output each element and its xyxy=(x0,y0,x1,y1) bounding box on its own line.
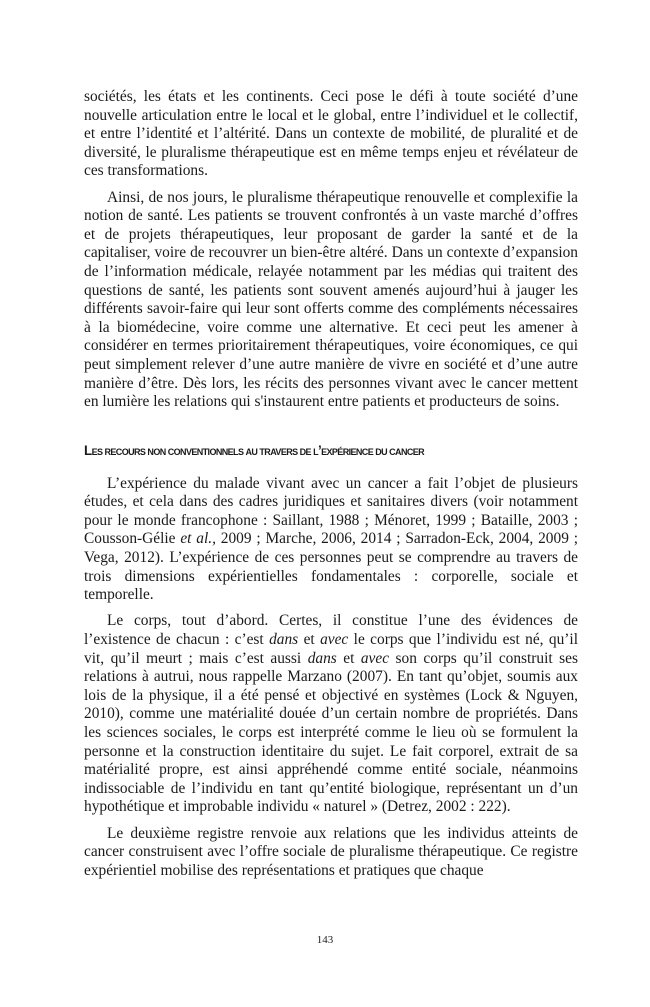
paragraph xyxy=(84,475,578,605)
italic-run: avec xyxy=(320,631,349,649)
text-run: et xyxy=(298,631,321,649)
paragraph xyxy=(84,612,578,817)
text-run: L’expérience du malade vivant avec un cancer a fait l’objet de plusieurs études, et cela dans des cadres juridiques et sanitaires divers (voir notamment pour le monde francophone : Saillant, 1988 ; Ménoret, 1999 ; Bataille, 2003 ; Cousson-Gélie xyxy=(84,474,578,548)
paragraph: Le deuxième registre renvoie aux relations que les individus atteints de cancer construisent avec l’offre sociale de pluralisme thérapeutique. Ce registre expérientiel mobilise des représentations et pratiques que chaque xyxy=(84,824,578,879)
text-run: son corps qu’il construit ses relations à autrui, nous rappelle Marzano (2007). En tant qu’objet, soumis aux lois de la physique, il a été pensé et objectivé en systèmes (Lock & Nguyen, 2010), comme une matérialité douée d’un certain nombre de propriétés. Dans les sciences sociales, le corps est interprété comme le lieu où se formulent la personne et la construction identitaire du sujet. Le fait corporel, extrait de sa matérialité propre, est ainsi appréhendé comme entité sociale, néanmoins indissociable de l’individu en tant qu’entité biologique, représentant un d’un hypothétique et improbable individu « naturel » (Detrez, 2002 : 222). xyxy=(84,649,578,816)
text-run: Le corps, tout d’abord. Certes, il constitue l’une des évidences de l’existence de chacun : c’est xyxy=(84,612,578,649)
text-run: et xyxy=(336,649,361,667)
paragraph: Ainsi, de nos jours, le pluralisme thérapeutique renouvelle et complexifie la notion de santé. Les patients se trouvent confrontés à un vaste marché d’offres et de projets thérapeutiques, leur proposant de garder la santé et de la capitaliser, voire de recouvrer un bien-être altéré. Dans un contexte d’expansion de l’information médicale, relayée notamment par les médias qui traitent des questions de santé, les patients sont souvent amenés aujourd’hui à jauger les différents savoir-faire qui leur sont offerts comme des compléments nécessaires à la biomédecine, voire comme une alternative. Et ceci peut les amener à considérer en termes prioritairement thérapeutiques, voire économiques, ce qui peut simplement relever d’une autre manière de vivre en société et d’une autre manière d’être. Dès lors, les récits des personnes vivant avec le cancer mettent en lumière les relations qui s'instaurent entre patients et producteurs de soins. xyxy=(84,188,578,411)
italic-run: et al., xyxy=(180,530,216,548)
text-run: le corps que l’individu est né, qu’il vit, qu’il meurt ; mais c’est aussi xyxy=(84,631,578,667)
italic-run: dans xyxy=(307,649,337,667)
section-heading: Les recours non conventionnels au travers de l’expérience du cancer xyxy=(84,442,425,458)
italic-run: dans xyxy=(269,631,299,649)
text-run: 2009 ; Marche, 2006, 2014 ; Sarradon-Eck, 2004, 2009 ; Vega, 2012). L’expérience de ces personnes peut se comprendre au travers de trois dimensions expérientielles fondamentales : corporelle, sociale et temporelle. xyxy=(84,530,579,604)
page-body xyxy=(84,88,578,888)
page-number: 143 xyxy=(316,934,334,946)
italic-run: avec xyxy=(360,649,390,667)
paragraph: sociétés, les états et les continents. Ceci pose le défi à toute société d’une nouvelle articulation entre le local et le global, entre l’individuel et le collectif, et entre l’identité et l’altérité. Dans un contexte de mobilité, de pluralité et de diversité, le pluralisme thérapeutique est en même temps enjeu et révélateur de ces transformations. xyxy=(84,88,578,180)
